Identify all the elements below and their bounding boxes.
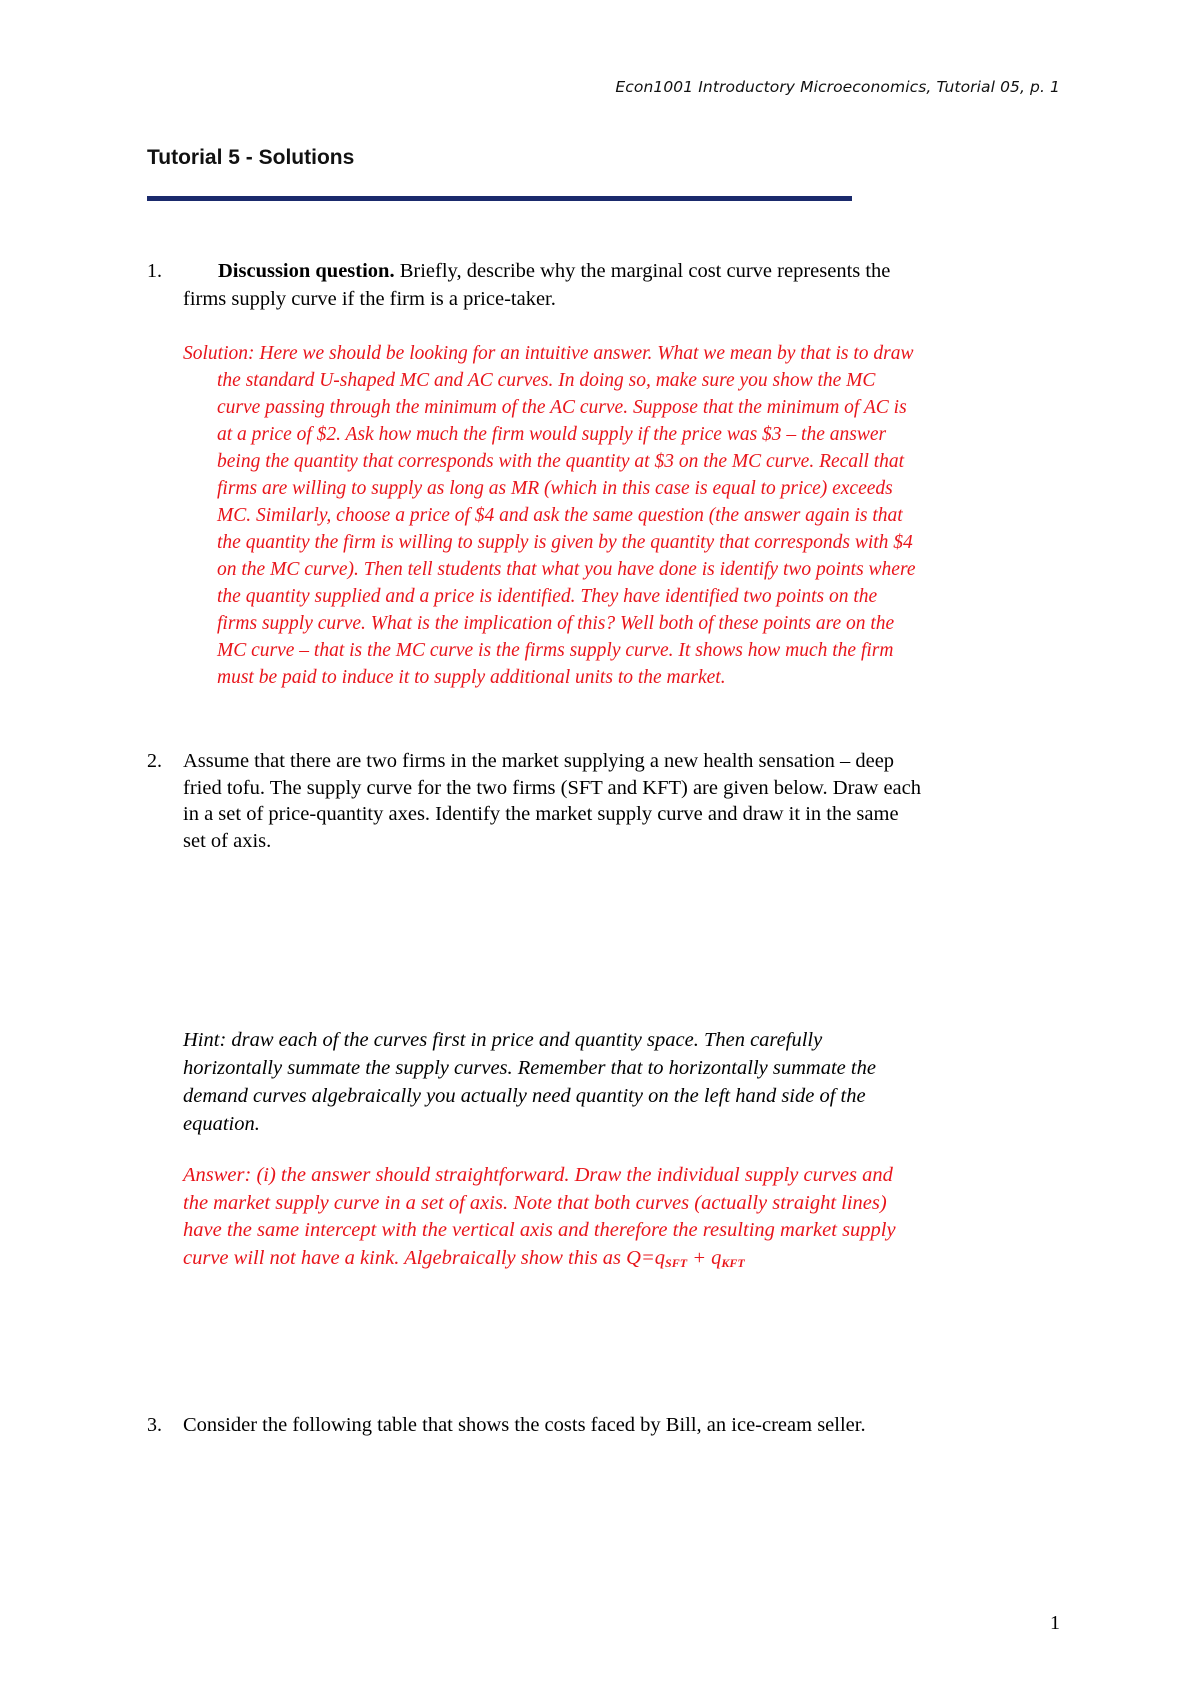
q2-number: 2.	[147, 750, 162, 772]
page-number: 1	[1050, 1612, 1060, 1634]
solution-line: the quantity supplied and a price is identified. They have identified two points on the	[217, 586, 878, 607]
q2-line: fried tofu. The supply curve for the two firms (SFT and KFT) are given below. Draw each	[183, 776, 921, 799]
hint-line: demand curves algebraically you actually need quantity on the left hand side of the	[183, 1085, 866, 1107]
solution-line: firms supply curve. What is the implication of this? Well both of these points are on the	[217, 613, 895, 634]
q1-line1	[218, 258, 890, 285]
solution-line: the standard U-shaped MC and AC curves. In doing so, make sure you show the MC	[217, 370, 876, 391]
q2-line: in a set of price-quantity axes. Identify the market supply curve and draw it in the same	[183, 803, 899, 825]
q1-solution	[183, 340, 915, 691]
q2-text	[183, 748, 921, 854]
answer-plus: + q	[687, 1246, 722, 1269]
q1-text-line1: Briefly, describe why the marginal cost curve represents the	[394, 260, 891, 282]
q2-line: set of axis.	[183, 829, 272, 852]
q2-hint	[183, 1026, 876, 1138]
solution-line: MC curve – that is the MC curve is the firms supply curve. It shows how much the firm	[217, 640, 894, 661]
solution-line: being the quantity that corresponds with the quantity at $3 on the MC curve. Recall that	[217, 451, 905, 472]
solution-line: firms are willing to supply as long as MR (which in this case is equal to price) exceeds	[217, 478, 893, 499]
solution-line: on the MC curve). Then tell students that what you have done is identify two points where	[217, 559, 916, 580]
solution-line: must be paid to induce it to supply additional units to the market.	[217, 667, 726, 688]
hint-line: Hint: draw each of the curves first in price and quantity space. Then carefully	[183, 1029, 823, 1051]
solution-line: MC. Similarly, choose a price of $4 and ask the same question (the answer again is that	[217, 505, 903, 526]
hint-line: equation.	[183, 1113, 260, 1135]
q3-text: Consider the following table that shows the costs faced by Bill, an ice-cream seller.	[183, 1414, 866, 1436]
answer-line-last	[183, 1245, 896, 1278]
answer-line: the market supply curve in a set of axis. Note that both curves (actually straight lines)	[183, 1191, 887, 1214]
hint-line: horizontally summate the supply curves. Remember that to horizontally summate the	[183, 1057, 876, 1079]
answer-line: have the same intercept with the vertical axis and therefore the resulting market supply	[183, 1219, 896, 1241]
q1-text-line2: firms supply curve if the firm is a price-taker.	[183, 288, 556, 310]
answer-line: Answer: (i) the answer should straightforward. Draw the individual supply curves and	[183, 1164, 893, 1186]
subscript-sft: SFT	[665, 1255, 688, 1270]
solution-line: curve passing through the minimum of the AC curve. Suppose that the minimum of AC is	[217, 397, 907, 418]
running-header: Econ1001 Introductory Microeconomics, Tutorial 05, p. 1	[615, 78, 1060, 96]
answer-last-text: curve will not have a kink. Algebraically show this as Q=q	[183, 1246, 666, 1269]
q1-lead: Discussion question.	[218, 260, 395, 282]
solution-line: Solution: Here we should be looking for an intuitive answer. What we mean by that is to draw	[183, 343, 914, 364]
q3-number: 3.	[147, 1414, 162, 1436]
solution-line: the quantity the firm is willing to supply is given by the quantity that corresponds with $4	[217, 532, 913, 553]
title-rule	[147, 196, 852, 201]
q2-answer	[183, 1162, 896, 1277]
page-title: Tutorial 5 - Solutions	[147, 146, 355, 169]
solution-line: at a price of $2. Ask how much the firm would supply if the price was $3 – the answer	[217, 424, 887, 445]
subscript-kft: KFT	[721, 1255, 745, 1270]
q2-line: Assume that there are two firms in the market supplying a new health sensation – deep	[183, 750, 895, 772]
q1-number: 1.	[147, 260, 162, 282]
